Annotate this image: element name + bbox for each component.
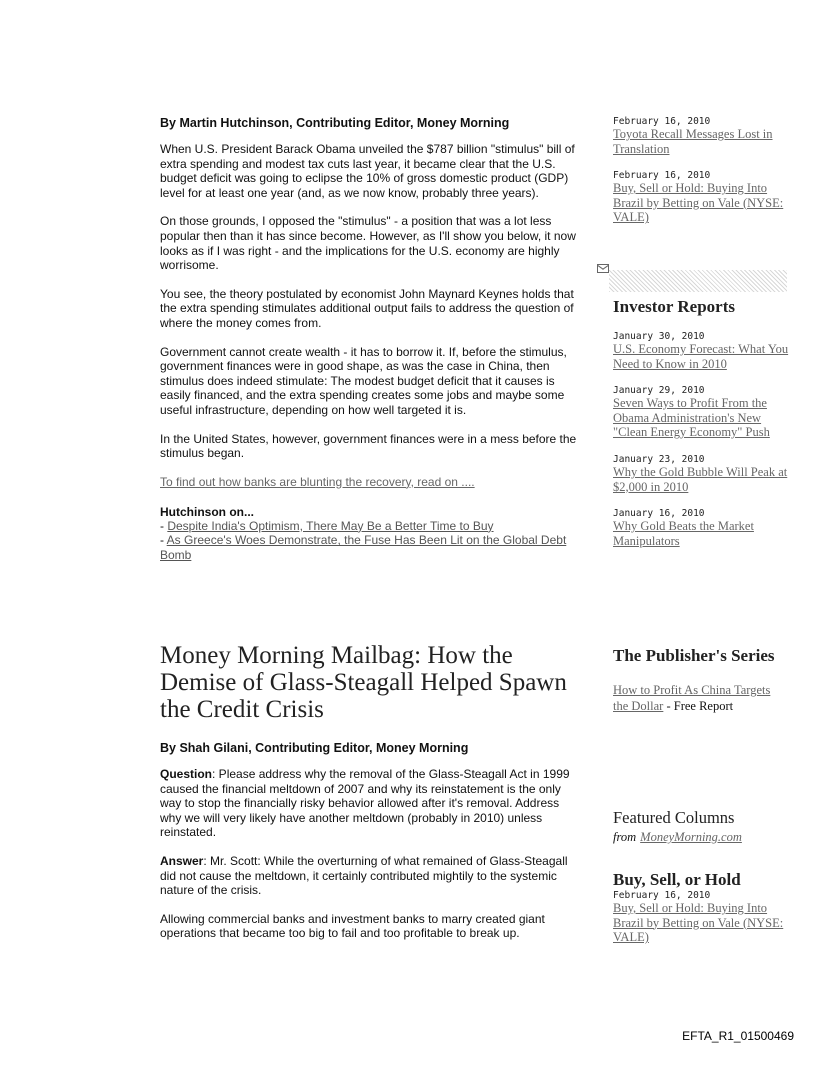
item-link[interactable]: Why the Gold Bubble Will Peak at $2,000 in 2010 xyxy=(613,464,788,494)
related-link[interactable]: Despite India's Optimism, There May Be a Better Time to Buy xyxy=(167,518,494,533)
question-paragraph xyxy=(160,767,580,840)
featured-from: from MoneyMorning.com xyxy=(613,830,742,844)
report-item xyxy=(613,385,791,440)
email-icon[interactable] xyxy=(597,264,609,273)
report-item xyxy=(613,331,791,371)
sidebar xyxy=(613,116,791,239)
bsh-heading: Buy, Sell, or Hold xyxy=(613,870,741,889)
item-date: February 16, 2010 xyxy=(613,116,711,127)
item-link[interactable]: U.S. Economy Forecast: What You Need to Know in 2010 xyxy=(613,342,789,371)
investor-reports xyxy=(613,297,791,562)
publisher-suffix: - Free Report xyxy=(663,699,734,713)
article-paragraph: Government cannot create wealth - it has to borrow it. If, before the stimulus, government finances were in good shape, as was the case in China, then stimulus does indeed stimulate: The modest budget deficit that it causes is easily financed, and the extra spending creates some jobs and maybe some useful infrastructure, depending on how well targeted it is. xyxy=(160,344,567,417)
item-link[interactable]: Seven Ways to Profit From the Obama Administration's New "Clean Energy Economy" Push xyxy=(613,396,770,440)
item-date: January 30, 2010 xyxy=(613,331,705,342)
related-heading: Hutchinson on... xyxy=(160,504,254,519)
investor-reports-heading: Investor Reports xyxy=(613,297,735,316)
article-byline: By Martin Hutchinson, Contributing Editor, Money Morning xyxy=(160,116,510,130)
article-paragraph: In the United States, however, government finances were in a mess before the stimulus began. xyxy=(160,431,577,461)
answer-label: Answer xyxy=(160,853,204,868)
buy-sell-hold xyxy=(613,870,791,945)
item-date: January 16, 2010 xyxy=(613,508,705,520)
publisher-series xyxy=(613,646,788,714)
item-date: February 16, 2010 xyxy=(613,890,711,901)
related-item: - Despite India's Optimism, There May Be a Better Time to Buy xyxy=(160,518,494,533)
item-link[interactable]: Toyota Recall Messages Lost in Translation xyxy=(613,127,773,156)
article-main xyxy=(160,116,580,562)
answer-paragraph xyxy=(160,854,580,898)
article-paragraph: When U.S. President Barack Obama unveiled the $787 billion "stimulus" bill of extra spending and modest tax cuts last year, it became clear that the U.S. budget deficit was going to eclipse the 10% of gross domestic product (GDP) level for at least one year (and, as we now know, probably three years). xyxy=(160,142,575,200)
publisher-text xyxy=(613,682,788,714)
answer-text: : Mr. Scott: While the overturning of what remained of Glass-Steagall did not cause the meltdown, it certainly contributed mightily to the systemic nature of the crisis. xyxy=(160,853,568,898)
sidebar-item xyxy=(613,170,791,225)
featured-heading: Featured Columns xyxy=(613,808,735,827)
item-link[interactable]: Buy, Sell or Hold: Buying Into Brazil by Betting on Vale (NYSE: VALE) xyxy=(613,181,784,225)
item-link[interactable]: Why Gold Beats the Market Manipulators xyxy=(613,519,754,548)
featured-columns xyxy=(613,808,791,846)
report-item xyxy=(613,454,791,494)
featured-site-link[interactable]: MoneyMorning.com xyxy=(640,830,742,844)
item-date: January 23, 2010 xyxy=(613,453,705,465)
article-paragraph: Allowing commercial banks and investment banks to marry created giant operations that became too big to fail and too profitable to break up. xyxy=(160,911,545,941)
item-link[interactable]: Buy, Sell or Hold: Buying Into Brazil by Betting on Vale (NYSE: VALE) xyxy=(613,901,784,945)
article-paragraph: On those grounds, I opposed the "stimulus" - a position that was a lot less popular then than it has since become. However, as I'll show you below, it now looks as if I was right - and the implications for the U.S. economy are highly worrisome. xyxy=(160,214,576,273)
question-label: Question xyxy=(160,767,213,781)
item-date: January 29, 2010 xyxy=(613,385,705,397)
document-id: EFTA_R1_01500469 xyxy=(682,1029,794,1043)
question-text: : Please address why the removal of the Glass-Steagall Act in 1999 caused the financial meltdown of 2007 and why its reinstatement is the only way to stop the financially risky behavior allowed after it's removal. Address why we will very likely have another meltdown (probably in 2010) unless reinstated. xyxy=(160,767,570,840)
article-byline: By Shah Gilani, Contributing Editor, Money Morning xyxy=(160,741,469,755)
related-item: - As Greece's Woes Demonstrate, the Fuse Has Been Lit on the Global Debt Bomb xyxy=(160,533,567,562)
article-paragraph: You see, the theory postulated by economist John Maynard Keynes holds that the extra spending stimulates additional output fails to address the question of where the money comes from. xyxy=(160,286,574,330)
divider-band xyxy=(609,270,787,292)
related-list xyxy=(160,519,580,563)
related-link[interactable]: As Greece's Woes Demonstrate, the Fuse Has Been Lit on the Global Debt Bomb xyxy=(160,533,567,562)
sidebar-item xyxy=(613,116,791,156)
article-title: Money Morning Mailbag: How the Demise of Glass-Steagall Helped Spawn the Credit Crisis xyxy=(160,642,567,723)
publisher-heading: The Publisher's Series xyxy=(613,646,775,665)
item-date: February 16, 2010 xyxy=(613,170,711,182)
publisher-link[interactable]: How to Profit As China Targets the Dollar xyxy=(613,683,771,713)
report-item xyxy=(613,508,791,548)
read-more-link[interactable]: To find out how banks are blunting the recovery, read on .... xyxy=(160,474,475,489)
article-mailbag xyxy=(160,642,580,955)
